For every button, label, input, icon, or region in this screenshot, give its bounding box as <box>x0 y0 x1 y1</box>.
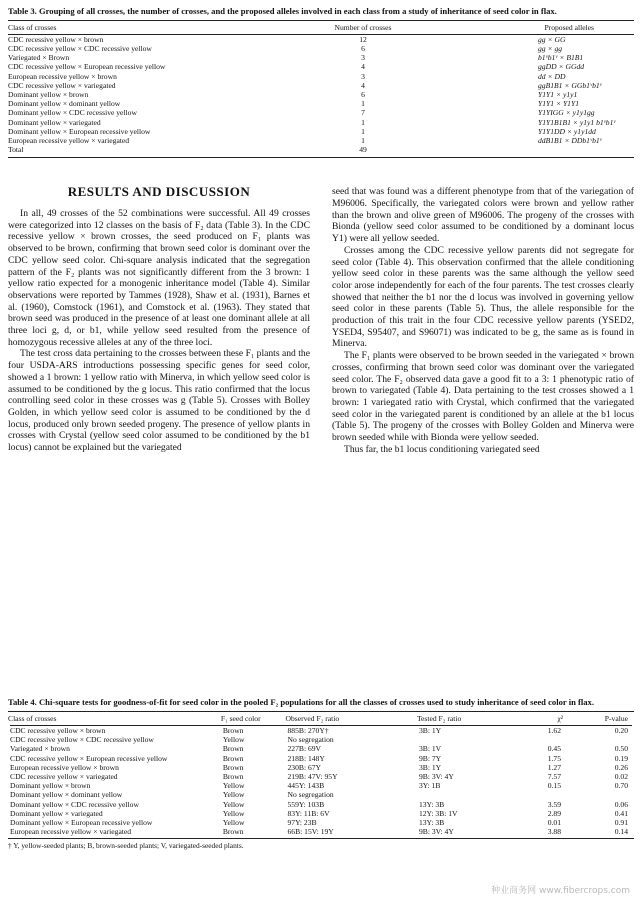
right-column <box>332 186 634 689</box>
table3-cell: 6 <box>361 89 365 99</box>
table4-cell: 3B: 1Y <box>418 726 442 736</box>
table3-cell: 49 <box>359 145 367 155</box>
table4-cell: Yellow <box>222 781 245 791</box>
table4-row <box>8 781 634 790</box>
table4-cell: 885B: 270Y† <box>287 726 329 736</box>
table4-cell: 0.45 <box>547 744 562 754</box>
table3-cell: Dominant yellow × brown <box>8 89 89 99</box>
table4-cell: No segregation <box>287 790 334 800</box>
table3-row <box>8 136 634 145</box>
table4-cell <box>563 790 634 799</box>
section-heading: RESULTS AND DISCUSSION <box>67 184 251 200</box>
table3-row <box>8 99 634 108</box>
table4-cell: 0.02 <box>614 772 628 782</box>
table4-cell: Yellow <box>222 799 245 809</box>
table3-row <box>8 62 634 71</box>
table4-cell <box>563 735 634 744</box>
table4 <box>8 712 634 837</box>
watermark: 种业商务网 www.fibercrops.com <box>491 886 630 896</box>
table4-cell: 0.19 <box>614 753 628 763</box>
table3-cell: 3 <box>361 71 365 81</box>
table3-cell: Variegated × Brown <box>8 53 70 63</box>
table3-cell: Y1Y1 × y1y1 <box>538 89 578 99</box>
table4-cell: 445Y: 143B <box>287 781 325 791</box>
table4-cell: 218B: 148Y <box>287 753 325 763</box>
table3-row <box>8 108 634 117</box>
table3-cell: 1 <box>361 99 365 109</box>
table4-cell: Brown <box>222 726 244 736</box>
table3-row <box>8 127 634 136</box>
table3-cell: 12 <box>359 34 367 44</box>
table4-cell: Yellow <box>222 790 245 800</box>
table4-cell: 559Y: 103B <box>287 799 325 809</box>
left-column <box>8 186 310 689</box>
table4-cell: 0.15 <box>547 781 562 791</box>
table3-cell: Y1Y1DD × y1y1dd <box>538 126 596 136</box>
table3-cell: Y1Y1B1B1 × y1y1 b1ᵛb1ᵛ <box>538 117 616 127</box>
table4-cell: No segregation <box>287 735 334 745</box>
table4-row <box>8 735 634 744</box>
table4-cell: 1.75 <box>547 753 562 763</box>
table4-cell: 83Y: 11B: 6V <box>287 808 330 818</box>
table4-cell: European recessive yellow × brown <box>10 762 119 772</box>
paragraph: Thus far, the b1 locus conditioning variegated seed <box>344 443 540 455</box>
table3-row <box>8 145 634 154</box>
table4-cell: 13Y: 3B <box>418 818 445 828</box>
table3-cell: Total <box>8 145 24 155</box>
table4-row <box>8 726 634 735</box>
table4-header: Observed F₂ ratio <box>285 713 340 723</box>
table3-header: Proposed alleles <box>544 22 594 32</box>
table4-row <box>8 763 634 772</box>
table3-cell: Dominant yellow × variegated <box>8 117 101 127</box>
table3-cell: 4 <box>361 80 365 90</box>
table3-cell: Y1Y1 × Y1Y1 <box>538 99 580 109</box>
table4-header-row <box>8 712 634 725</box>
table3-cell: CDC recessive yellow × brown <box>8 34 104 44</box>
table4-row <box>8 800 634 809</box>
table4-cell: 12Y: 3B: 1V <box>418 808 458 818</box>
table3-cell: 1 <box>361 126 365 136</box>
table3-row <box>8 72 634 81</box>
table4-cell <box>417 735 517 744</box>
table4-cell: Yellow <box>222 818 245 828</box>
table4-cell: European recessive yellow × variegated <box>10 827 132 837</box>
table4-header: Class of crosses <box>8 713 57 723</box>
table4-row <box>8 790 634 799</box>
table3-cell: dd × DD <box>538 71 566 81</box>
table4-cell: 9B: 7Y <box>418 753 442 763</box>
table4-cell: 97Y: 23B <box>287 818 317 828</box>
table4-cell: CDC recessive yellow × variegated <box>10 772 118 782</box>
paragraph: The F₁ plants were observed to be brown seeded in the variegated × brown crosses, confirming that brown seed color was dominant over the variegated seed color. The F₂ observed data gave a good fit to a 3: 1 phenotypic ratio of brown to variegated (Table 4). Data pertaining to the test crosses showed a 1 brown: 1 variegated ratio with Crystal, which confirmed that the variegated seed color in the variegated parent is conditioned by an allele at the b1 locus (Table 5). The progeny of the crosses with Bolley Golden and Minerva were brown seeded while with Bionda were yellow seeded. <box>332 350 634 444</box>
table4-row <box>8 744 634 753</box>
table4-cell: 66B: 15V: 19Y <box>287 827 334 837</box>
table4-cell: 13Y: 3B <box>418 799 445 809</box>
table4-footnote: † Y, yellow-seeded plants; B, brown-seeded plants; V, variegated-seeded plants. <box>8 841 244 851</box>
table4-cell <box>517 790 563 799</box>
table4-caption: Table 4. Chi-square tests for goodness-of-fit for seed color in the pooled F₂ populations for all the classes of crosses used to study inheritance of seed color in flax. <box>8 697 594 708</box>
table3-cell: b1ᵛb1ᵛ × B1B1 <box>538 53 584 63</box>
table3-row <box>8 90 634 99</box>
table4-cell: 219B: 47V: 95Y <box>287 772 338 782</box>
table4-cell: Dominant yellow × dominant yellow <box>10 790 123 800</box>
table3-cell: CDC recessive yellow × CDC recessive yellow <box>8 43 152 53</box>
table4-cell: Variegated × brown <box>10 744 70 754</box>
table4-row <box>8 809 634 818</box>
table3-cell: Dominant yellow × dominant yellow <box>8 99 121 109</box>
table4-cell: 0.50 <box>614 744 628 754</box>
table3-cell: 1 <box>361 135 365 145</box>
table3-row <box>8 118 634 127</box>
table4-cell: 1.62 <box>547 726 562 736</box>
table3-cell: ggDD × GGdd <box>538 62 585 72</box>
table4-cell: Dominant yellow × European recessive yellow <box>10 818 153 828</box>
table3-row <box>8 81 634 90</box>
table4-cell: Brown <box>222 762 244 772</box>
table4-cell: Brown <box>222 827 244 837</box>
table3-row <box>8 44 634 53</box>
table4-cell: 0.01 <box>547 818 562 828</box>
table3-cell: Dominant yellow × European recessive yellow <box>8 126 151 136</box>
table3-cell: gg × GG <box>538 34 566 44</box>
table4-cell: Dominant yellow × variegated <box>10 808 103 818</box>
table3-row <box>8 35 634 44</box>
table4-cell: 0.41 <box>614 808 628 818</box>
table4-cell: Brown <box>222 772 244 782</box>
table4-cell: CDC recessive yellow × CDC recessive yellow <box>10 735 154 745</box>
table4-header: Tested F₂ ratio <box>416 713 462 723</box>
table4-row <box>8 827 634 836</box>
table4-bottom-rule <box>8 838 634 839</box>
table3-cell: European recessive yellow × variegated <box>8 135 130 145</box>
table4-cell: 0.26 <box>614 762 628 772</box>
table3-header: Number of crosses <box>334 22 392 32</box>
table4-header: χ² <box>557 713 564 723</box>
table3-cell: 3 <box>361 53 365 63</box>
table4-cell: 0.20 <box>614 726 628 736</box>
table4-cell <box>517 735 563 744</box>
table3-cell: Dominant yellow × CDC recessive yellow <box>8 108 137 118</box>
table3-cell: European recessive yellow × brown <box>8 71 117 81</box>
table4-row <box>8 754 634 763</box>
table4-cell: 3.59 <box>547 799 562 809</box>
body-text <box>8 186 634 689</box>
table3-bottom-rule <box>8 157 634 158</box>
table4-cell: CDC recessive yellow × brown <box>10 726 106 736</box>
table4-cell: Yellow <box>222 735 245 745</box>
table4-cell: 3B: 1V <box>418 744 442 754</box>
table3-cell: CDC recessive yellow × variegated <box>8 80 116 90</box>
table3-cell: Y1YIGG × y1y1gg <box>538 108 595 118</box>
table3-header-row <box>8 21 634 34</box>
table4-cell: 7.57 <box>547 772 562 782</box>
paragraph: In all, 49 crosses of the 52 combinations were successful. All 49 crosses were categorized into 12 classes on the basis of F₂ data (Table 3). In the CDC recessive yellow × brown crosses, the seed produced on F₁ plants was observed to be brown, confirming that brown seed color is dominant over the CDC yellow seed color. Chi-square analysis indicated that the segregation pattern of the F₂ plants was not significantly different from the 3 brown: 1 yellow ratio expected for a monogenic inheritance model (Table 4). Similar observations were reported by Tammes (1928), Shaw et al. (1931), Barnes et al. (1960), Comstock (1961), and Comstock et al. (1963). They stated that brown seed was produced in the presence of at least one dominant allele at all three loci g, d, or b1, while yellow seed resulted from the presence of homozygous recessive alleles at any of the three loci. <box>8 208 310 348</box>
table3-header: Class of crosses <box>8 22 57 32</box>
paragraph: Crosses among the CDC recessive yellow parents did not segregate for seed color (Table 4). This observation confirmed that the allele conditioning yellow seed color in these parents was the same although the yellow seed color arose independently for each of the four parents. The test crosses clearly showed that neither the b1 nor the d locus was involved in governing yellow seed color in these parents (Table 5). Thus, the allele responsible for the production of this trait in the four CDC recessive yellow parents (YSED2, YSED4, S95407, and S96071) was indicated to be g, the same as is found in Minerva. <box>332 244 634 350</box>
table4-cell: CDC recessive yellow × European recessive yellow <box>10 753 168 763</box>
table4-cell: Yellow <box>222 808 245 818</box>
table4-cell: Dominant yellow × brown <box>10 781 91 791</box>
table4-row <box>8 818 634 827</box>
table3-cell: 1 <box>361 117 365 127</box>
table4-header: P-value <box>604 713 628 723</box>
table3-cell: ddB1B1 × DDb1ᵛb1ᵛ <box>538 135 602 145</box>
table3 <box>8 21 634 155</box>
table4-cell: 3.88 <box>547 827 562 837</box>
table4-cell: 9B: 3V: 4Y <box>418 827 454 837</box>
table4-cell: 227B: 69V <box>287 744 322 754</box>
table3-cell: 6 <box>361 43 365 53</box>
table4-cell: 0.70 <box>614 781 628 791</box>
table3-cell: ggB1B1 × GGb1ᵛb1ᵛ <box>538 80 602 90</box>
table4-cell: 0.14 <box>614 827 628 837</box>
table3-cell <box>418 145 634 154</box>
table3-cell: 4 <box>361 62 365 72</box>
table4-cell: 9B: 3V: 4Y <box>418 772 454 782</box>
table4-row <box>8 772 634 781</box>
table3-cell: CDC recessive yellow × European recessive yellow <box>8 62 166 72</box>
table3-cell: 7 <box>361 108 365 118</box>
paper-page <box>8 0 634 850</box>
table3-row <box>8 53 634 62</box>
table4-body <box>8 726 634 836</box>
paragraph: seed that was found was a different phenotype from that of the variegation of M96006. Specifically, the variegated colors were brown and yellow rather than the brown and olive green of M96006. The progeny of the crosses with Bionda (yellow seed color assumed to be conditioned by a dominant locus Y1) were all yellow seeded. <box>332 186 634 245</box>
paragraph: The test cross data pertaining to the crosses between these F₁ plants and the four USDA-ARS introductions possessing specific genes for seed color, showed a 1 brown: 1 yellow ratio with Minerva, in which yellow seed color is assumed to be conditioned by the g locus. This ratio confirmed that the locus controlling seed color in these crosses was g (Table 5). Crosses with Bolley Golden, in which yellow seed color is assumed to be conditioned by the d locus, produced only brown seeded progeny. The presence of yellow plants in crosses with Crystal (yellow seed color assumed to be conditioned by the b1 locus) cannot be explained but the variegated <box>8 348 310 454</box>
table4-cell: Brown <box>222 753 244 763</box>
table4-header: F₁ seed color <box>220 713 261 723</box>
table4-cell: 3B: 1Y <box>418 762 442 772</box>
table4-cell: Brown <box>222 744 244 754</box>
table4-cell: 2.89 <box>547 808 562 818</box>
table4-cell: 1.27 <box>547 762 562 772</box>
table3-cell: gg × gg <box>538 43 563 53</box>
table4-cell: 3Y: 1B <box>418 781 441 791</box>
table4-cell: 230B: 67Y <box>287 762 322 772</box>
table3-body <box>8 35 634 155</box>
table4-cell: Dominant yellow × CDC recessive yellow <box>10 799 139 809</box>
table4-cell: 0.91 <box>614 818 628 828</box>
table4-cell: 0.06 <box>614 799 628 809</box>
table4-cell <box>417 790 517 799</box>
table3-caption: Table 3. Grouping of all crosses, the number of crosses, and the proposed alleles involved in each class from a study of inheritance of seed color in flax. <box>8 6 557 16</box>
